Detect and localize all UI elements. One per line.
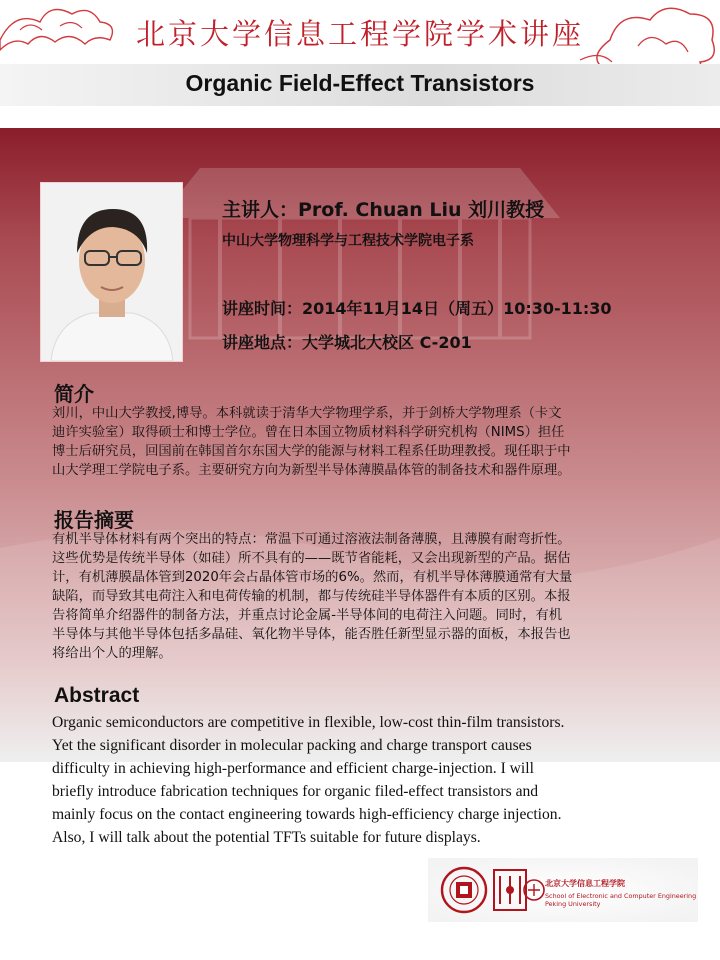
abstract-line: Also, I will talk about the potential TFTs suitable for future displays. (52, 829, 481, 846)
summary-line: 告将简单介绍器件的制备方法，并重点讨论金属-半导体间的电荷注入问题。同时，有机 (52, 608, 563, 623)
school-logos (428, 858, 698, 922)
abstract-line: difficulty in achieving high-performance and efficient charge-injection. I will (52, 760, 534, 777)
abstract-line: Yet the significant disorder in molecular packing and charge transport causes (52, 737, 532, 754)
intro-line: 博士后研究员，回国前在韩国首尔东国大学的能源与材料工程系任助理教授。现任职于中 (52, 444, 571, 459)
summary-heading: 报告摘要 (54, 508, 134, 532)
intro-text (52, 404, 677, 480)
lecture-place: 讲座地点：大学城北大校区 C-201 (222, 333, 472, 352)
summary-text (52, 530, 677, 663)
abstract-line: mainly focus on the contact engineering towards high-efficiency charge injection. (52, 806, 562, 823)
series-title: 北京大学信息工程学院学术讲座 (135, 17, 584, 51)
summary-line: 有机半导体材料有两个突出的特点：常温下可通过溶液法制备薄膜，且薄膜有耐弯折性。 (52, 532, 571, 547)
summary-line: 这些优势是传统半导体（如硅）所不具有的——既节省能耗，又会出现新型的产品。据估 (52, 551, 571, 566)
abstract-heading: Abstract (54, 684, 140, 707)
intro-line: 迪许实验室）取得硕士和博士学位。曾在日本国立物质材料科学研究机构（NIMS）担任 (52, 425, 565, 440)
speaker-name: 主讲人：Prof. Chuan Liu 刘川教授 (222, 199, 545, 221)
intro-line: 山大学理工学院电子系。主要研究方向为新型半导体薄膜晶体管的制备技术和器件原理。 (52, 463, 571, 478)
abstract-line: briefly introduce fabrication techniques for organic filed-effect transistors and (52, 783, 539, 800)
school-name-en-line: School of Electronic and Computer Engineering (545, 892, 697, 900)
school-name-cn: 北京大学信息工程学院 (545, 879, 625, 888)
school-name-en (545, 892, 696, 908)
summary-line: 缺陷，而导致其电荷注入和电荷传输的机制，都与传统硅半导体器件有本质的区别。本报 (52, 589, 571, 604)
school-name-en-line: Peking University (545, 900, 601, 908)
abstract-text (52, 711, 677, 849)
speaker-affiliation: 中山大学物理科学与工程技术学院电子系 (222, 233, 474, 249)
intro-heading: 简介 (54, 382, 94, 406)
summary-line: 将给出个人的理解。 (52, 646, 172, 661)
summary-line: 半导体与其他半导体包括多晶硅、氧化物半导体，能否胜任新型显示器的面板，本报告也 (52, 627, 571, 642)
summary-line: 计，有机薄膜晶体管到2020年会占晶体管市场的6%。然而，有机半导体薄膜通常有大量 (52, 570, 573, 585)
speaker-photo (40, 182, 183, 362)
speaker-portrait-image (41, 183, 182, 361)
abstract-line: Organic semiconductors are competitive in flexible, low-cost thin-film transistors. (52, 714, 565, 731)
talk-title: Organic Field-Effect Transistors (185, 70, 535, 96)
lecture-time: 讲座时间：2014年11月14日（周五）10:30-11:30 (222, 299, 612, 318)
intro-line: 刘川，中山大学教授,博导。本科就读于清华大学物理学系，并于剑桥大学物理系（卡文 (52, 406, 562, 421)
